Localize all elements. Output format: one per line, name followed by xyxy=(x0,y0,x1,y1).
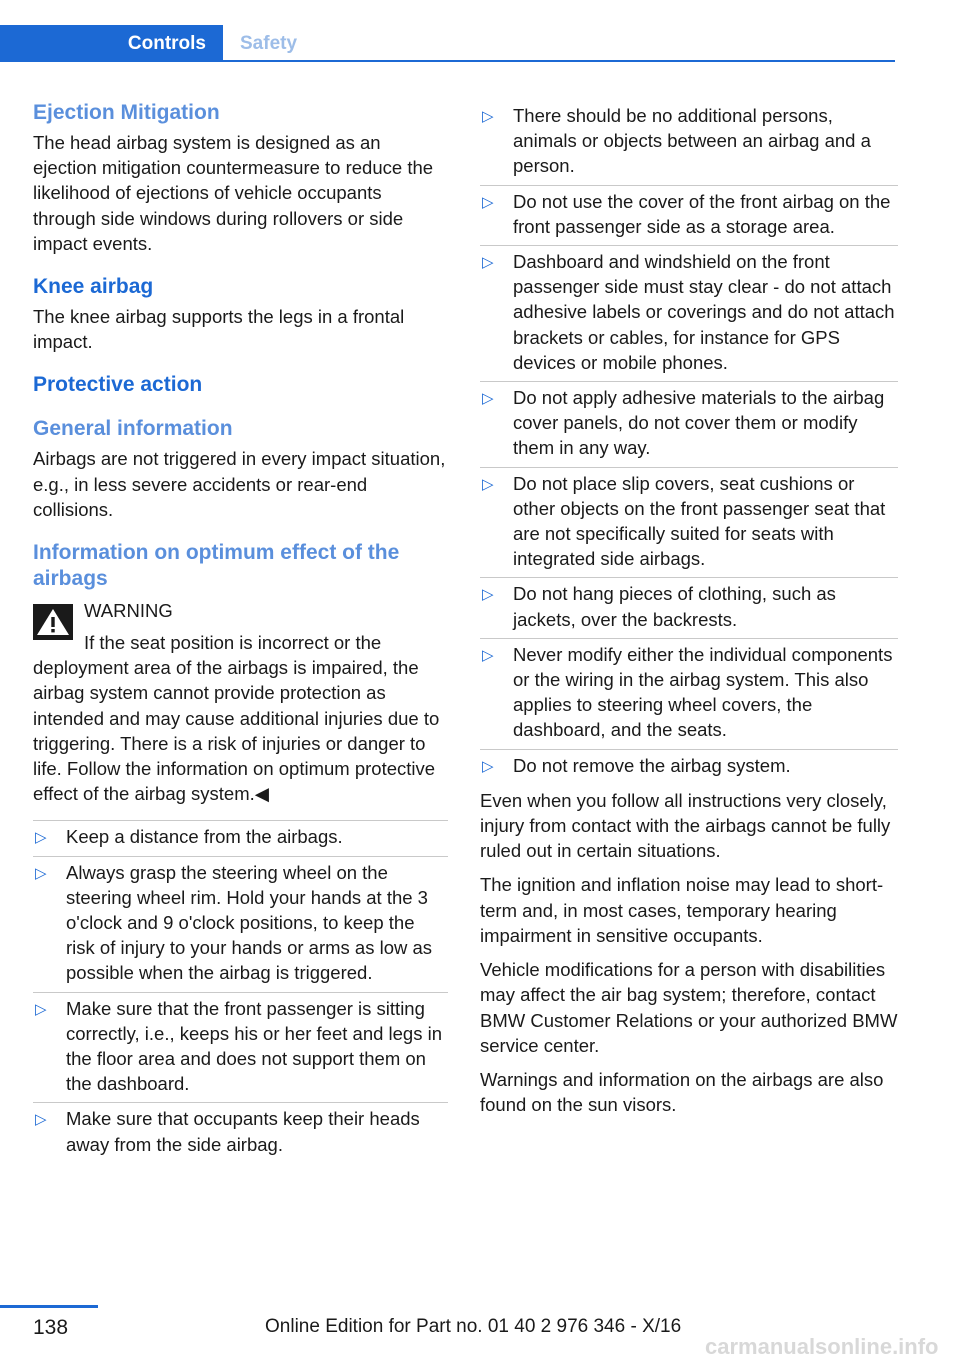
header-tabbar xyxy=(0,25,895,63)
list-item: ▷ Make sure that occupants keep their heads away from the side airbag. xyxy=(35,1108,420,1155)
list-item: ▷ Do not place slip covers, seat cushions or other objects on the front passenger seat that are not specifically suited for seats with integrated side airbags. xyxy=(480,468,898,579)
triangle-bullet-icon: ▷ xyxy=(482,475,494,493)
warning-block xyxy=(33,598,448,806)
paragraph-modifications: Vehicle modifications for a person with disabilities may affect the air bag system; therefore, contact BMW Customer Relations or your authorized BMW service center. xyxy=(480,959,898,1056)
triangle-bullet-icon: ▷ xyxy=(35,1000,47,1018)
paragraph-contact-injury: Even when you follow all instructions very closely, injury from contact with the airbags cannot be fully ruled out in certain situations. xyxy=(480,789,891,862)
watermark-text: carmanualsonline.info xyxy=(705,1334,939,1359)
triangle-bullet-icon: ▷ xyxy=(482,390,494,408)
left-column xyxy=(33,100,448,1163)
knee-title: Knee airbag xyxy=(33,275,154,299)
header-divider xyxy=(0,60,895,62)
list-item: ▷ Do not hang pieces of clothing, such as jackets, over the backrests. xyxy=(480,578,898,638)
ejection-title: Ejection Mitigation xyxy=(33,101,220,124)
tab-safety[interactable]: Safety xyxy=(240,32,298,54)
footer-accent-line xyxy=(0,1305,98,1308)
triangle-bullet-icon: ▷ xyxy=(482,193,494,211)
list-item: ▷ Keep a distance from the airbags. xyxy=(33,821,448,856)
knee-text: The knee airbag supports the legs in a frontal impact. xyxy=(33,306,405,353)
tab-controls[interactable]: Controls xyxy=(0,25,223,62)
warning-title: WARNING xyxy=(84,600,173,622)
triangle-bullet-icon: ▷ xyxy=(35,1111,47,1129)
triangle-bullet-icon: ▷ xyxy=(35,829,47,847)
triangle-bullet-icon: ▷ xyxy=(482,108,494,125)
list-item: ▷ Never modify either the individual components or the wiring in the airbag system. This also applies to steering wheel covers, the dashboard, and the seats. xyxy=(480,639,898,750)
list-item: ▷ Do not remove the airbag system. xyxy=(480,750,898,784)
left-bullet-list xyxy=(33,820,448,1162)
warning-icon xyxy=(33,604,73,640)
optimum-title: Information on optimum effect of the airbags xyxy=(33,541,400,591)
general-title: General information xyxy=(33,417,233,441)
triangle-bullet-icon: ▷ xyxy=(482,254,494,272)
edition-text: Online Edition for Part no. 01 40 2 976 346 - X/16 xyxy=(265,1316,682,1337)
list-item: ▷ Always grasp the steering wheel on the steering wheel rim. Hold your hands at the 3 o'clock and 9 o'clock positions, to keep the risk of injury to your hands or arms as low as possible when the airbag is triggered. xyxy=(33,857,448,993)
triangle-bullet-icon: ▷ xyxy=(482,757,494,775)
list-item: ▷ Dashboard and windshield on the front passenger side must stay clear - do not attach adhesive labels or coverings and do not attach brackets or cables, for instance for GPS devices or mobile phones. xyxy=(480,246,898,382)
general-text: Airbags are not triggered in every impact situation, e.g., in less severe accidents or rear-end collisions. xyxy=(33,448,446,520)
triangle-bullet-icon: ▷ xyxy=(482,646,494,664)
warning-text: If the seat position is incorrect or the deployment area of the airbags is impaired, the airbag system cannot provide protection as intended and may cause additional injuries due to triggering. There is a risk of injuries or danger to life. Follow the information on optimum protective effect of the airbag system.◀ xyxy=(33,632,440,805)
triangle-bullet-icon: ▷ xyxy=(482,586,494,604)
ejection-text: The head airbag system is designed as an ejection mitigation countermeasure to reduce the likelihood of ejections of vehicle occupants through side windows during rollovers or side impact events. xyxy=(33,132,434,254)
right-column xyxy=(480,100,898,1126)
page-number: 138 xyxy=(33,1316,69,1339)
right-bullet-list xyxy=(480,100,898,784)
triangle-bullet-icon: ▷ xyxy=(35,864,47,882)
list-item: ▷ There should be no additional persons, animals or objects between an airbag and a person. xyxy=(480,100,898,186)
list-item: ▷ Do not use the cover of the front airbag on the front passenger side as a storage area. xyxy=(480,186,898,246)
protective-title: Protective action xyxy=(33,373,203,397)
list-item: ▷ Do not apply adhesive materials to the airbag cover panels, do not cover them or modify them in any way. xyxy=(480,382,898,468)
list-item: ▷ Make sure that the front passenger is sitting correctly, i.e., keeps his or her feet and legs in the floor area and does not support them on the dashboard. xyxy=(33,993,448,1104)
paragraph-sun-visors: Warnings and information on the airbags are also found on the sun visors. xyxy=(480,1068,884,1116)
paragraph-noise: The ignition and inflation noise may lead to short-term and, in most cases, temporary hearing impairment in sensitive occupants. xyxy=(480,874,884,946)
